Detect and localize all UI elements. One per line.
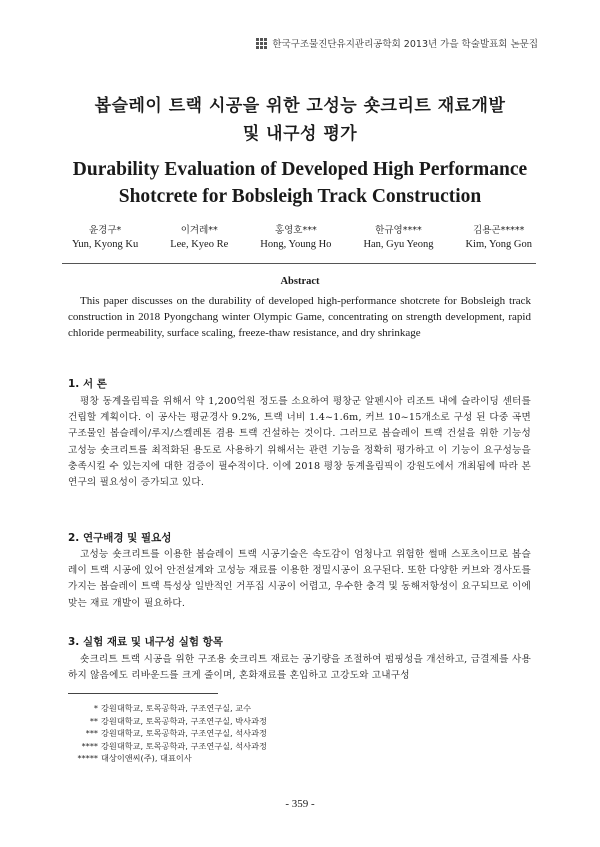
author-name-en: Lee, Kyeo Re: [170, 239, 229, 250]
author-name-ko: 윤경구*: [88, 225, 122, 236]
header-text: 한국구조물진단유지관리공학회 2013년 가을 학술발표회 논문집: [272, 39, 538, 50]
korean-title-line2: 및 내구성 평가: [242, 124, 358, 144]
footnote-text: 강원대학교, 토목공학과, 구조연구실, 박사과정: [101, 715, 267, 726]
footnote-mark: **: [89, 715, 98, 726]
english-title-line2: Shotcrete for Bobsleigh Track Construction: [118, 186, 482, 207]
footnote-mark: *: [93, 703, 98, 713]
author-name-ko: 이겨레**: [180, 225, 218, 236]
korean-title-line1: 봅슬레이 트랙 시공을 위한 고성능 숏크리트 재료개발: [94, 96, 506, 116]
abstract-heading: Abstract: [280, 276, 320, 287]
abstract-text: This paper discusses on the durability of developed high-performance shotcrete for Bobsleigh track construction in 2018 Pyongchang winter Olympic Game, concentrating on strength development, rapid chloride permeability, surface scaling, freeze-thaw resistance, and dry shrinkage: [68, 295, 531, 339]
author-name-ko: 홍영호***: [274, 225, 317, 236]
author-name-en: Kim, Yong Gon: [465, 239, 532, 250]
footnote-text: 강원대학교, 토목공학과, 구조연구실, 석사과정: [101, 728, 267, 738]
author: [260, 224, 331, 252]
footnote-mark: *****: [77, 753, 98, 763]
english-title: [0, 156, 600, 210]
footnote-mark: ****: [81, 740, 98, 751]
section-paragraph: 평창 동계올림픽을 위해서 약 1,200억원 정도를 소요하여 평창군 알펜시아 리조트 내에 슬라이딩 센터를 건립할 계획이다. 이 공사는 평균경사 9.2%, 트랙 너비 1.4~1.6m, 커브 10~15개소로 구성 된 다중 곡면구조물인 봅슬레이/루지/스켈레톤 겸용 트랙 건설하는 것이다. 그러므로 봅슬레이 트랙 건설을 위한 기능성 고성능 숏크리트를 최적화된 용도로 사용하기 위해서는 관련 기능을 정확히 평가하고 이 기능이 요구성능을 충족시킬 수 있는지에 대한 검증이 필수적이다. 이에 2018 평창 동계올림픽이 강원도에서 개최됨에 따라 본 연구의 필요성이 증가되고 있다.: [68, 396, 531, 489]
author-name-en: Yun, Kyong Ku: [72, 239, 139, 250]
author: [363, 224, 433, 252]
author: [170, 224, 228, 252]
author-name-en: Han, Gyu Yeong: [363, 239, 434, 250]
section-heading: 2. 연구배경 및 필요성: [68, 532, 172, 544]
footnote: [68, 740, 267, 753]
korean-title: [0, 92, 600, 148]
section-paragraph: 숏크리트 트랙 시공을 위한 구조용 숏크리트 재료는 공기량을 조절하여 펌핑성을 개선하고, 급결제를 사용하지 않음에도 리바운드를 크게 줄이며, 혼화재료를 혼입하고 고강도와 고내구성: [68, 654, 531, 682]
english-title-line1: Durability Evaluation of Developed High Performance: [72, 159, 528, 180]
grid-dots-icon: [256, 38, 267, 49]
footnote-text: 강원대학교, 토목공학과, 구조연구실, 석사과정: [101, 740, 267, 751]
footnote-divider: [68, 693, 218, 694]
section-paragraph: 고성능 숏크리트를 이용한 봅슬레이 트랙 시공기술은 속도감이 엄청나고 위험한 썰매 스포츠이므로 봅슬레이 트랙 시공에 있어 안전설계와 고성능 재료를 이용한 정밀시공이 요구된다. 또한 다양한 커브와 경사도를 가지는 봅슬레이 트랙 특성상 일반적인 거푸집 시공이 어렵고, 우수한 충격 및 동해저항성이 요구되므로 이에 맞는 재료 개발이 필요하다.: [68, 549, 531, 609]
title-divider: [62, 263, 536, 264]
author-name-ko: 김용곤*****: [473, 225, 525, 236]
footnote-text: 대상이앤씨(주), 대표이사: [101, 753, 192, 763]
author-name-ko: 한규영****: [375, 225, 422, 236]
footnote: [68, 715, 267, 728]
footnote-text: 강원대학교, 토목공학과, 구조연구실, 교수: [101, 703, 252, 713]
section-heading: 3. 실험 재료 및 내구성 실험 항목: [68, 636, 223, 648]
footnote-mark: ***: [85, 728, 98, 738]
footnote: [68, 702, 267, 715]
page-number: - 359 -: [285, 798, 315, 810]
footnotes: [68, 702, 267, 765]
running-header: [256, 36, 538, 50]
author-name-en: Hong, Young Ho: [260, 239, 332, 250]
section-heading: 1. 서 론: [68, 378, 107, 390]
author: [465, 224, 532, 252]
footnote: [68, 727, 267, 740]
author: [72, 224, 138, 252]
author-list: [72, 224, 532, 252]
footnote: [68, 752, 267, 765]
